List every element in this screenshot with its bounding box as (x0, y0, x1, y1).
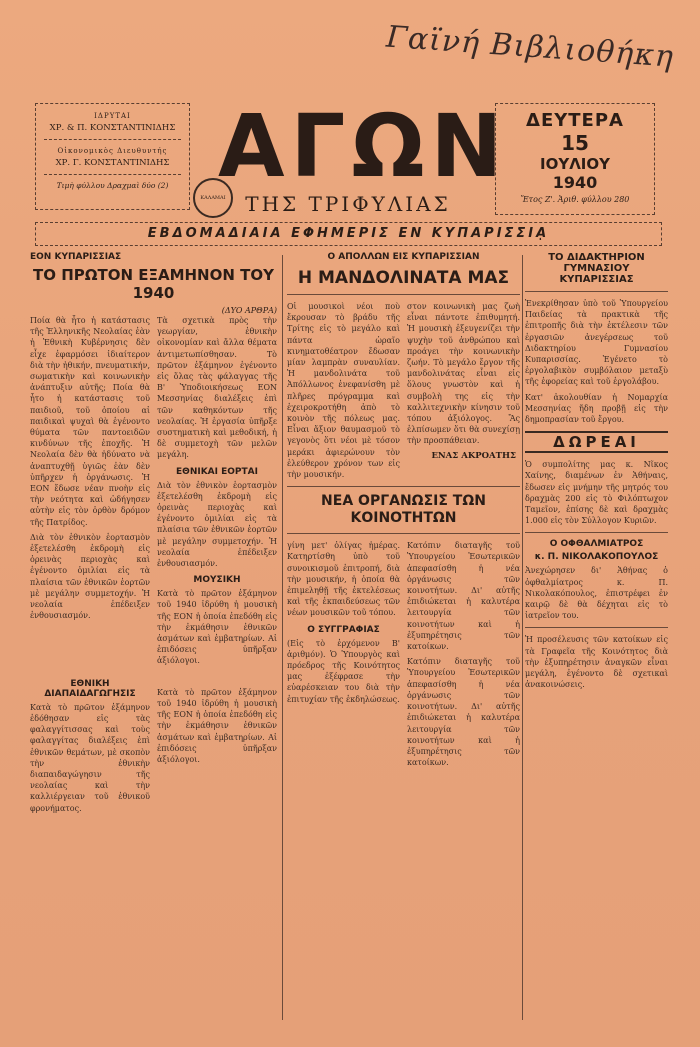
article-body (287, 540, 520, 768)
divider (525, 627, 668, 628)
divider (287, 486, 520, 487)
masthead (35, 97, 660, 245)
director-label: Οἰκονομικὸς Διευθυντής (57, 147, 168, 155)
divider (287, 533, 520, 534)
paragraph: Διὰ τὸν ἐθνικὸν ἑορτασμὸν ἐξετελέσθη ἐκδρομὴ εἰς ὀρεινὰς περιοχὰς καὶ ἐγένοντο ὁμιλίαι εἰς τὰ πλαίσια τῶν ἐθνικῶν ἑορτῶν μὲ μεγάλην συμμετοχήν. Ἡ νεολαία ἐπέδειξεν ἐνθουσιασμόν. (30, 532, 150, 621)
newspaper-title: ΑΓΩΝ (218, 97, 509, 197)
date-number: 15 (561, 131, 589, 155)
date-year: 1940 (552, 173, 598, 192)
paragraph: Κατὰ τὸ πρῶτον ἑξάμηνον τοῦ 1940 ἱδρύθη ἡ μουσικὴ τῆς ΕΟΝ ἡ ὁποία ἐπεδόθη εἰς τὴν ἐκμάθησιν ἐθνικῶν ἀσμάτων καὶ ἐμβατηρίων. Αἱ ἐπιδόσεις ὑπῆρξαν ἀξιόλογοι. (157, 687, 277, 764)
date-month: ΙΟΥΛΙΟΥ (540, 155, 610, 173)
column-rule (522, 255, 523, 1020)
director: ΧΡ. Γ. ΚΟΝΣΤΑΝΤΙΝΙΔΗΣ (55, 158, 170, 168)
newspaper-subtitle: ΤΗΣ ΤΡΙΦΥΛΙΑΣ (245, 192, 451, 216)
paragraph: Ὁ συμπολίτης μας κ. Νῖκος Χαίνης, διαμένων ἐν Ἀθήναις, ἔδωσεν εἰς μνήμην τῆς μητρός του δραχμὰς 200 εἰς τὸ Φιλόπτωχον Ταμεῖον, ἐπίσης δὲ καὶ δραχμὰς 1.000 εἰς τὸν Σύλλογον Κυριῶν. (525, 460, 668, 526)
paragraph: Οἱ μουσικοὶ νέοι ποὺ ἔκρουσαν τὸ βράδυ τῆς Τρίτης εἰς τὸ μεγάλο καὶ πάντα ὡραῖο κινηματοθέατρον ἔδωσαν μίαν λαμπρὰν συναυλίαν. Ἡ μανδολινάτα τοῦ Ἀπόλλωνος ἐνεφανίσθη μὲ πλῆρες πρόγραμμα καὶ ἐχειροκροτήθη ἀπὸ τὸ κοινὸν τῆς πόλεως μας. Εἶναι ἄξιον θαυμασμοῦ τὸ γεγονὸς ὅτι νέοι μὲ τόσον μεράκι ἀφιερώνουν τὸν ἐλεύθερον χρόνον των εἰς τὴν μουσικήν. (287, 302, 400, 480)
section-heading: ΕΘΝΙΚΗ ΔΙΑΠΑΙΔΑΓΩΓΗΣΙΣ (44, 678, 136, 699)
price: Τιμὴ φύλλου Δραχμαὶ δύο (2) (56, 181, 169, 190)
article-headline: ΤΟ ΠΡΩΤΟΝ ΕΞΑΜΗΝΟΝ ΤΟΥ 1940 (32, 266, 274, 302)
section-heading: Ο ΟΦΘΑΛΜΙΑΤΡΟΣ (549, 539, 644, 550)
section-heading: ΕΘΝΙΚΑΙ ΕΟΡΤΑΙ (176, 466, 258, 477)
paragraph: Τὰ σχετικὰ πρὸς τὴν γεωργίαν, ἐθνικὴν οἰκονομίαν καὶ ἄλλα θέματα ἀντιμετωπίσθησαν. Τὸ πρῶτον ἑξάμηνον ἐγένοντο εἰς ὅλας τὰς φάλαγγας τῆς Β' Ὑποδιοικήσεως ΕΟΝ Μεσσηνίας διαλέξεις ἐπὶ τῶν καθηκόντων τῆς νεολαίας. Ἡ ἐργασία ὑπῆρξε συστηματικὴ καὶ μεθοδική, ἡ δὲ συμμετοχὴ τῶν μελῶν μεγάλη. (157, 316, 277, 460)
article-kicker: ΕΟΝ ΚΥΠΑΡΙΣΣΙΑΣ (30, 252, 122, 262)
paragraph: Κατ' ἀκολουθίαν ἡ Νομαρχία Μεσσηνίας ἤδη προβῇ εἰς τὴν δημοπρασίαν τοῦ ἔργου. (525, 392, 668, 425)
doctor-name: κ. Π. ΝΙΚΟΛΑΚΟΠΟΥΛΟΣ (534, 552, 659, 563)
article-kicker: ΤΟ ΔΙΔΑΚΤΗΡΙΟΝ (548, 252, 645, 263)
paragraph: Κατόπιν διαταγῆς τοῦ Ὑπουργείου Ἐσωτερικῶν ἀπεφασίσθη ἡ νέα ὀργάνωσις τῶν κοινοτήτων. Δι' αὐτῆς ἐπιδιώκεται ἡ καλυτέρα λειτουργία τῶν κοινοτήτων καὶ ἡ ἐξυπηρέτησις τῶν κατοίκων. (407, 541, 520, 652)
tagline: ΕΒΔΟΜΑΔΙΑΙΑ ΕΦΗΜΕΡΙΣ ΕΝ ΚΥΠΑΡΙΣΣΙᾼ (35, 222, 662, 246)
paragraph: Κατόπιν διαταγῆς τοῦ Ὑπουργείου Ἐσωτερικῶν ἀπεφασίσθη ἡ νέα ὀργάνωσις τῶν κοινοτήτων. Δι' αὐτῆς ἐπιδιώκεται ἡ καλυτέρα λειτουργία τῶν κοινοτήτων καὶ ἡ ἐξυπηρέτησις τῶν κατοίκων. (407, 657, 520, 768)
article-body (30, 315, 277, 667)
article-kicker: ΓΥΜΝΑΣΙΟΥ ΚΥΠΑΡΙΣΣΙΑΣ (559, 263, 634, 285)
founders-label: ΙΔΡΥΤΑΙ (94, 112, 131, 120)
date-box (495, 103, 655, 215)
section-heading: ΜΟΥΣΙΚΗ (193, 575, 241, 586)
paragraph: Κατὰ τὸ πρῶτον ἑξάμηνον τοῦ 1940 ἱδρύθη ἡ μουσικὴ τῆς ΕΟΝ ἡ ὁποία ἐπεδόθη εἰς τὴν ἐκμάθησιν ἐθνικῶν ἀσμάτων καὶ ἐμβατηρίων. Αἱ ἐπιδόσεις ὑπῆρξαν ἀξιόλογοι. (157, 589, 277, 666)
paragraph: Ἡ προσέλευσις τῶν κατοίκων εἰς τὰ Γραφεῖα τῆς Κοινότητος διὰ τὴν ἐξυπηρέτησιν ἀναγκῶν εἶναι μεγάλη, ἐγένοντο δὲ σχετικαὶ ἀνακοινώσεις. (525, 635, 668, 690)
divider (525, 291, 668, 292)
paragraph: Ἐνεκρίθησαν ὑπὸ τοῦ Ὑπουργείου Παιδείας τὰ πρακτικὰ τῆς ἐπιτροπῆς διὰ τὴν ἐκτέλεσιν τῶν ἐργασιῶν ἀνεγέρσεως τοῦ Διδακτηρίου Γυμνασίου Κυπαρισσίας. Ἐγένετο τὸ ἐργολαβικὸν συμβόλαιον μεταξὺ τῆς ἐφορείας καὶ τοῦ ἐργολάβου. (525, 299, 668, 387)
section-heading: Ο ΣΥΓΓΡΑΦΙΑΣ (307, 624, 380, 635)
signature: ΕΝΑΣ ΑΚΡΟΑΤΗΣ (431, 450, 516, 461)
postal-stamp: ΚΑΛΑΜΑΙ (193, 178, 233, 218)
column-3 (525, 252, 668, 690)
article-headline: ΝΕΑ ΟΡΓΑΝΩΣΙΣ ΤΩΝ ΚΟΙΝΟΤΗΤΩΝ (321, 493, 486, 527)
article-body (287, 301, 520, 480)
column-rule (282, 255, 283, 1020)
paragraph: Κατὰ τὸ πρῶτον ἑξάμηνον ἐδόθησαν εἰς τὰς φαλαγγίτισσας καὶ τοὺς φαλαγγίτας διαλέξεις ἐπὶ ἐθνικῶν θεμάτων, μὲ σκοπὸν τὴν ἐθνικὴν διαπαιδαγώγησιν τῆς νεολαίας καὶ τὴν καλλιέργειαν τοῦ ἐθνικοῦ φρονήματος. (30, 702, 150, 813)
handwritten-note: Γαϊνή Βιβλιοθήκη (385, 19, 676, 75)
date-day: ΔΕΥΤΕΡΑ (526, 110, 624, 131)
founders: ΧΡ. & Π. ΚΟΝΣΤΑΝΤΙΝΙΔΗΣ (49, 123, 176, 133)
paragraph: γίνη μετ' ὀλίγας ἡμέρας. Κατηρτίσθη ὑπὸ τοῦ συνοικισμοῦ ἐπιτροπή, διὰ τὴν μουσικήν, ἡ ὁποία θὰ ἐπιμεληθῇ τῆς ἐκτελέσεως καὶ τῆς ἐκπαιδεύσεως τῶν νέων μουσικῶν τοῦ τόπου. (287, 541, 400, 618)
section-heading: ΔΩΡΕΑΙ (525, 431, 668, 453)
founders-box (35, 103, 190, 210)
issue-number: Ἔτος Ζ'. Ἀριθ. φύλλου 280 (520, 195, 630, 204)
column-1 (30, 252, 277, 814)
column-2 (287, 252, 520, 768)
article-kicker: Ο ΑΠΟΛΛΩΝ ΕΙΣ ΚΥΠΑΡΙΣΣΙΑΝ (327, 252, 480, 262)
article-byline: (ΔΥΟ ΑΡΘΡΑ) (221, 306, 277, 315)
paragraph: Ποία θὰ ἦτο ἡ κατάστασις τῆς Ἑλληνικῆς Νεολαίας ἐὰν ἡ Ἐθνικὴ Κυβέρνησις δὲν εἶχε ἐφαρμόσει ἰδιαίτερον διὰ τὴν ἠθικήν, πνευματικήν, σωματικὴν καὶ κοινωνικὴν ἀνάπτυξιν αὐτῆς; Ποία θὰ ἦτο ἡ κατάστασις τοῦ παιδιοῦ, τοῦ ὁποίου αἱ παιδικαὶ ψυχαὶ θὰ ἐγένοντο θύματα τῶν παντοειδῶν κινδύνων τῆς ἐποχῆς. Ἡ Νεολαία δὲν θὰ ἠδύνατο νὰ ἀναπτυχθῇ ὑγιῶς ἐὰν δὲν ὑπῆρχεν ἡ ὀργάνωσις. Ἡ ΕΟΝ ἔδωσε νέαν πνοὴν εἰς τὴν νεότητα καὶ ὡδήγησεν αὐτὴν εἰς τὸν ὀρθὸν δρόμον τῆς Πατρίδος. (30, 316, 150, 527)
divider (287, 294, 520, 295)
divider (525, 532, 668, 533)
paragraph: Ἀνεχώρησεν δι' Ἀθήνας ὁ ὀφθαλμίατρος κ. Π. Νικολακόπουλος, ἐπιστρέφει ἐν καιρῷ δὲ θὰ δέχηται εἰς τὸ ἰατρεῖον του. (525, 566, 668, 621)
paragraph: στον κοινωνικὴ μας ζωὴ εἶναι πάντοτε ἐπιθυμητή. Ἡ μουσικὴ ἐξευγενίζει τὴν ψυχὴν τοῦ ἀνθρώπου καὶ προάγει τὴν κοινωνικὴν ζωήν. Τὸ μεγάλο ἔργον τῆς μανδολινάτας εἶναι εἰς ὅλους γνωστὸν καὶ ἡ συμβολὴ της εἰς τὴν καλλιτεχνικὴν κίνησιν τοῦ τόπου ἀξιόλογος. Ἂς ἐλπίσωμεν ὅτι θὰ συνεχίσῃ τὴν προσπάθειαν. (407, 302, 520, 446)
paragraph: (Εἰς τὸ ἐρχόμενον Β' ἀριθμόν). Ὁ Ὑπουργὸς καὶ πρόεδρος τῆς Κοινότητος μας ἐξέφρασε τὴν εὐαρέσκειαν του διὰ τὴν ἐπιτυχίαν τῆς ἐκδηλώσεως. (287, 638, 400, 704)
paragraph: Διὰ τὸν ἐθνικὸν ἑορτασμὸν ἐξετελέσθη ἐκδρομὴ εἰς ὀρεινὰς περιοχὰς καὶ ἐγένοντο ὁμιλίαι εἰς τὰ πλαίσια τῶν ἐθνικῶν ἑορτῶν μὲ μεγάλην συμμετοχήν. Ἡ νεολαία ἐπέδειξεν ἐνθουσιασμόν. (157, 480, 277, 569)
article-body-lower (30, 673, 277, 814)
article-headline: Η ΜΑΝΔΟΛΙΝΑΤΑ ΜΑΣ (297, 268, 510, 288)
